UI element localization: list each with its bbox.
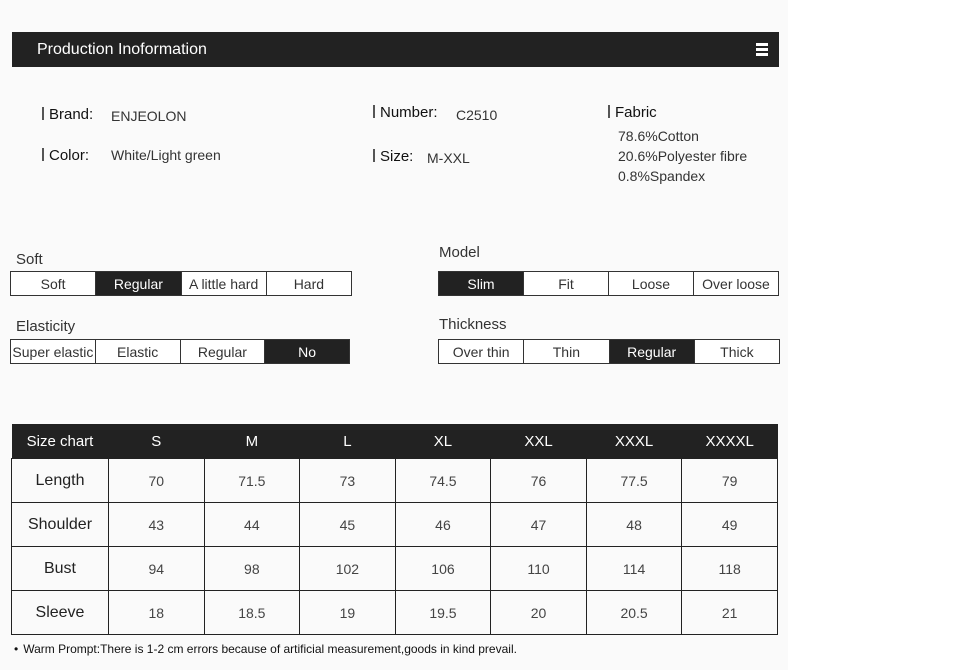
fabric-line: 0.8%Spandex [618,168,706,184]
size-chart-table [11,424,778,635]
table-cell: 47 [491,503,587,547]
option: Over thin [439,340,524,363]
table-cell: 114 [586,547,682,591]
table-cell: 19 [300,591,396,635]
table-cell: 21 [682,591,778,635]
table-cell: 79 [682,459,778,503]
thickness-options [438,339,780,364]
row-header: Sleeve [12,591,109,635]
option: Fit [524,272,609,295]
option: A little hard [182,272,267,295]
table-cell: 110 [491,547,587,591]
table-row [12,459,778,503]
section-title: Production Inoformation [37,41,207,58]
option: Thick [720,343,754,360]
size-column-header: L [300,424,396,459]
table-row [12,591,778,635]
table-cell: 18 [109,591,205,635]
option: Regular [96,272,181,295]
table-cell: 71.5 [204,459,300,503]
option: Over loose [702,275,770,292]
model-title: Model [439,244,480,261]
model-options [438,271,779,296]
table-cell: 102 [300,547,396,591]
table-cell: 43 [109,503,205,547]
row-header: Bust [12,547,109,591]
row-header: Shoulder [12,503,109,547]
option: No [265,340,349,363]
table-cell: 98 [204,547,300,591]
option: Elastic [96,340,181,363]
option: Regular [610,340,695,363]
table-cell: 106 [395,547,491,591]
size-column-header: S [109,424,205,459]
row-header: Length [12,459,109,503]
size-column-header: XXXXL [682,424,778,459]
option: Loose [609,272,694,295]
brand-label: Brand: [42,106,93,123]
number-value: C2510 [456,107,498,123]
color-label: Color: [42,147,89,164]
option: Super elastic [11,340,96,363]
table-cell: 46 [395,503,491,547]
warm-prompt-text: Warm Prompt:There is 1-2 cm errors because of artificial measurement,goods in kind prevail. [23,642,517,656]
brand-value: ENJEOLON [111,108,187,124]
table-cell: 94 [109,547,205,591]
menu-icon[interactable] [756,43,768,56]
table-cell: 77.5 [586,459,682,503]
soft-title: Soft [16,251,43,268]
warm-prompt [14,642,517,656]
size-label: Size: [373,148,413,165]
option: Hard [293,275,325,292]
size-header-row [12,424,778,459]
color-value: White/Light green [111,147,221,163]
table-cell: 48 [586,503,682,547]
elasticity-title: Elasticity [16,318,76,335]
table-cell: 20.5 [586,591,682,635]
table-cell: 19.5 [395,591,491,635]
number-label: Number: [373,104,438,121]
size-value: M-XXL [427,150,470,166]
fabric-line: 20.6%Polyester fibre [618,148,748,164]
size-column-header: M [204,424,300,459]
table-cell: 44 [204,503,300,547]
fabric-line: 78.6%Cotton [618,128,699,144]
label-bar [42,148,44,161]
table-cell: 74.5 [395,459,491,503]
soft-options [10,271,352,296]
size-column-header: XXL [491,424,587,459]
table-cell: 76 [491,459,587,503]
thickness-title: Thickness [439,316,507,333]
size-column-header: XXXL [586,424,682,459]
table-cell: 70 [109,459,205,503]
section-header [12,32,779,67]
table-row [12,503,778,547]
fabric-label: Fabric [608,104,657,121]
label-bar [373,105,375,118]
table-cell: 118 [682,547,778,591]
label-bar [608,105,610,118]
table-cell: 45 [300,503,396,547]
table-cell: 18.5 [204,591,300,635]
option: Thin [524,340,609,363]
label-bar [42,107,44,120]
bullet-icon: • [14,642,19,656]
table-cell: 20 [491,591,587,635]
size-chart-corner: Size chart [12,424,109,459]
option: Soft [11,272,96,295]
option: Regular [181,340,266,363]
table-cell: 73 [300,459,396,503]
size-column-header: XL [395,424,491,459]
label-bar [373,149,375,162]
table-row [12,547,778,591]
table-cell: 49 [682,503,778,547]
elasticity-options [10,339,350,364]
option: Slim [439,272,524,295]
